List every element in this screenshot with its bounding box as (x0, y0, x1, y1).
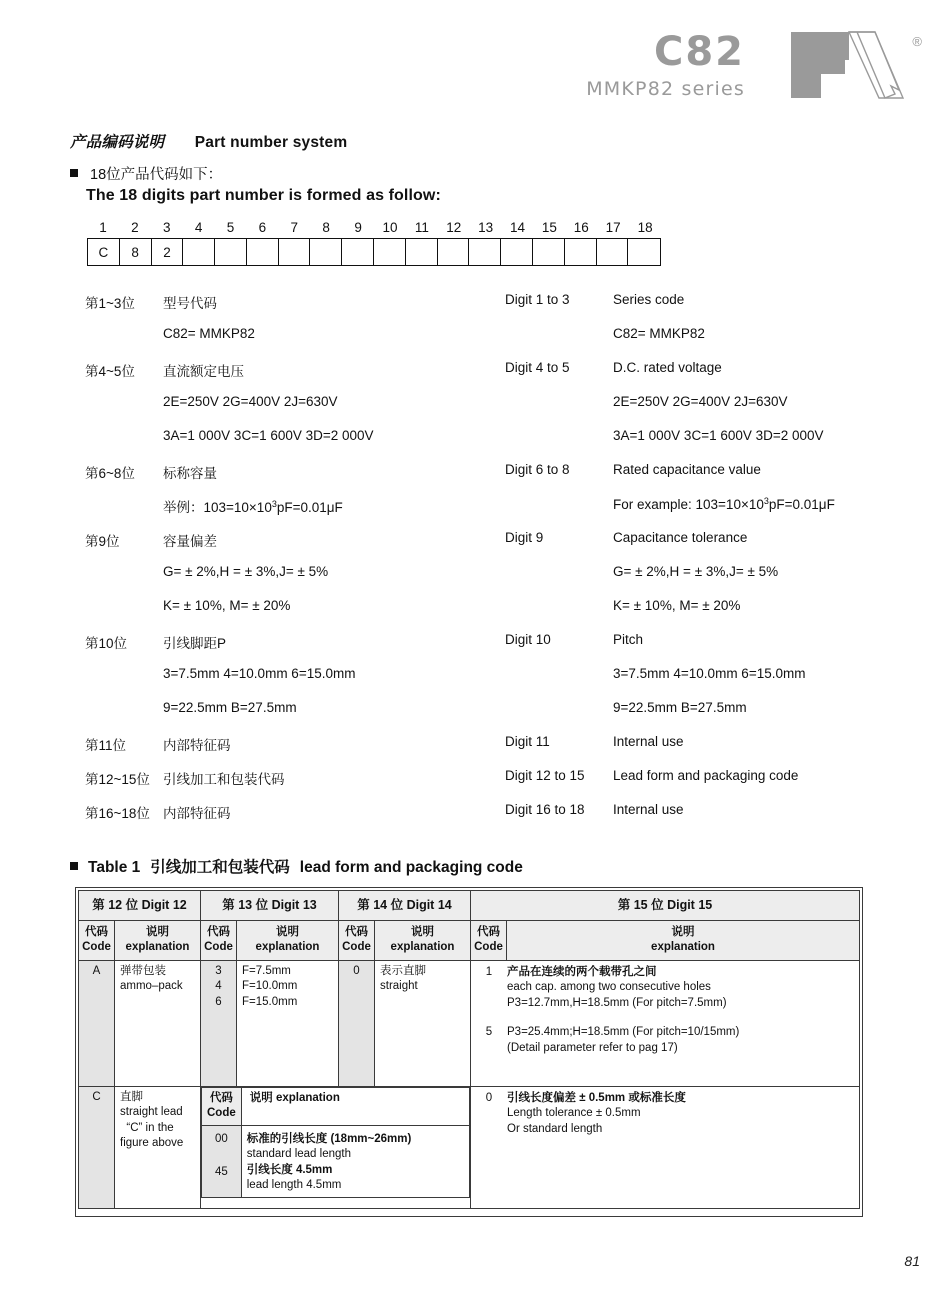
sub-header-code-14: 代码 Code (339, 920, 375, 960)
desc-value-en: Rated capacitance value (613, 462, 761, 477)
digit-cell-8[interactable] (310, 239, 342, 265)
table1-caption-cn: 引线加工和包装代码 (150, 859, 290, 876)
table1-caption-en: lead form and packaging code (299, 859, 523, 876)
desc-label-cn: 第12~15位 (85, 772, 150, 787)
digit-index-2: 2 (131, 220, 139, 235)
digit14-code: 0 (339, 960, 375, 1086)
desc-value-en: Internal use (613, 734, 684, 749)
nested-line: 引线长度 4.5mm (246, 1163, 333, 1176)
digit-cell-10[interactable] (374, 239, 406, 265)
desc-value-cn: 容量偏差 (163, 534, 217, 549)
desc-label-cn: 第16~18位 (85, 806, 150, 821)
bullet-text-cn: 18位产品代码如下： (90, 167, 223, 183)
nested-explanations (241, 1125, 469, 1197)
desc-sub-en: For example: $103=10\times 10^3pF=0.01\mu F$ (613, 496, 835, 512)
series-code: C82 (653, 29, 745, 75)
digit15-lines (507, 1025, 739, 1056)
bullet-text-en: The 18 digits part number is formed as follow: (86, 187, 441, 204)
nested-body-row (202, 1125, 470, 1197)
digit-index-16: 16 (573, 220, 589, 235)
desc-value-cn: 标称容量 (163, 466, 217, 481)
digit15-cell-A (471, 960, 860, 1086)
desc-value-cn: 内部特征码 (163, 738, 231, 753)
desc-label-cn: 第10位 (85, 636, 128, 651)
bullet-square-icon (70, 862, 78, 870)
desc-sub-cn: 举例：$103=10\times 10^3pF=0.01\mu F$ (163, 499, 343, 515)
digit12-code-A: A (79, 960, 115, 1086)
digit-cell-9[interactable] (342, 239, 374, 265)
desc-sub-en: 3A=1 000V 3C=1 600V 3D=2 000V (613, 428, 824, 443)
desc-value-cn: 直流额定电压 (163, 364, 244, 379)
sub-header-explanation-14: 说明 explanation (375, 920, 471, 960)
digit-index-1: 1 (99, 220, 107, 235)
page-header (586, 28, 922, 118)
digit-index-3: 3 (162, 220, 171, 235)
digit15-code: 1 (485, 965, 493, 978)
digit15-entry (471, 965, 859, 1012)
desc-sub-en: 3=7.5mm 4=10.0mm 6=15.0mm (613, 666, 806, 681)
digit15-line: P3=25.4mm;H=18.5mm (For pitch=10/15mm) (507, 1026, 740, 1039)
digit15-lines (507, 965, 727, 1012)
digit-index-11: 11 (414, 220, 429, 235)
digit-cell-2[interactable]: 8 (120, 239, 152, 265)
table1-sub-header-row (79, 920, 860, 960)
table-row (79, 960, 860, 1086)
nested-header-code: 代码 Code (202, 1087, 242, 1125)
nested-codes (202, 1125, 242, 1197)
desc-sub-en: 9=22.5mm B=27.5mm (613, 700, 747, 715)
digit-cell-3[interactable]: 2 (152, 239, 184, 265)
digit-index-8: 8 (322, 220, 330, 235)
desc-value-cn: 内部特征码 (163, 806, 231, 821)
desc-label-cn: 第1~3位 (85, 296, 135, 311)
bullet-line-cn (70, 163, 222, 184)
desc-value-en: Series code (613, 292, 685, 307)
digit14-explanation: 表示直脚 straight (375, 960, 471, 1086)
desc-sub-cn: C82= MMKP82 (163, 326, 255, 341)
digit-number-row (87, 220, 661, 235)
digit-index-12: 12 (446, 220, 462, 235)
nested-header-row (202, 1087, 470, 1125)
nested-code: 00 (214, 1132, 228, 1145)
nested-code: 45 (214, 1166, 228, 1179)
group-header-digit15: 第 15 位 Digit 15 (471, 891, 860, 921)
desc-sub-en: K= ± 10%, M= ± 20% (613, 598, 741, 613)
digit15-line: Length tolerance ± 0.5mm (507, 1107, 641, 1120)
digit15-line: 产品在连续的两个载带孔之间 (507, 965, 657, 978)
digit-index-14: 14 (510, 220, 526, 235)
digit13-nested-table (201, 1087, 470, 1198)
desc-value-cn: 引线加工和包装代码 (163, 772, 285, 787)
page-number: 81 (904, 1253, 920, 1269)
desc-value-cn: 引线脚距P (163, 636, 227, 651)
desc-label-en: Digit 1 to 3 (505, 292, 570, 307)
digit-index-5: 5 (226, 220, 235, 235)
digit-index-10: 10 (382, 220, 398, 235)
digit-cell-12[interactable] (438, 239, 470, 265)
desc-value-en: Lead form and packaging code (613, 768, 799, 783)
digit-cell-11[interactable] (406, 239, 438, 265)
digit-cell-5[interactable] (215, 239, 247, 265)
digit-index-13: 13 (478, 220, 494, 235)
digit-index-15: 15 (541, 220, 557, 235)
desc-sub-en: 2E=250V 2G=400V 2J=630V (613, 394, 788, 409)
desc-label-cn: 第9位 (85, 534, 120, 549)
digit15-entry (471, 1025, 859, 1056)
bullet-square-icon (70, 169, 78, 177)
desc-sub-cn: G= ± 2%,H = ± 3%,J= ± 5% (163, 564, 329, 579)
digit15-cell-C (471, 1086, 860, 1208)
digit-index-18: 18 (637, 220, 653, 235)
header-titles (586, 28, 745, 100)
digit15-line: (Detail parameter refer to pag 17) (507, 1041, 678, 1054)
desc-sub-en: G= ± 2%,H = ± 3%,J= ± 5% (613, 564, 779, 579)
sub-header-code-12: 代码 Code (79, 920, 115, 960)
desc-value-en: Pitch (613, 632, 644, 647)
table-row (79, 1086, 860, 1208)
digit-index-7: 7 (290, 220, 299, 235)
sub-header-explanation-13: 说明 explanation (237, 920, 339, 960)
nested-line: standard lead length (246, 1148, 351, 1161)
sub-header-explanation-15: 说明 explanation (507, 920, 860, 960)
table1-group-header-row (79, 891, 860, 921)
digit-index-4: 4 (194, 220, 203, 235)
digit15-line: 引线长度偏差 ± 0.5mm 或标准长度 (507, 1091, 686, 1104)
digit-index-9: 9 (354, 220, 362, 235)
desc-label-cn: 第4~5位 (85, 364, 135, 379)
desc-sub-cn: 2E=250V 2G=400V 2J=630V (163, 394, 338, 409)
desc-sub-cn: 9=22.5mm B=27.5mm (163, 700, 297, 715)
digit-grid (87, 220, 661, 266)
group-header-digit13: 第 13 位 Digit 13 (201, 891, 339, 921)
desc-sub-cn: 3=7.5mm 4=10.0mm 6=15.0mm (163, 666, 356, 681)
desc-sub-cn: 3A=1 000V 3C=1 600V 3D=2 000V (163, 428, 374, 443)
nested-line: 标准的引线长度 (18mm~26mm) (246, 1132, 412, 1145)
section-title-en: Part number system (194, 134, 348, 151)
desc-label-en: Digit 16 to 18 (505, 802, 585, 817)
digit-cell-4[interactable] (183, 239, 215, 265)
sub-header-explanation-12: 说明 explanation (115, 920, 201, 960)
desc-sub-en: C82= MMKP82 (613, 326, 705, 341)
series-subtitle: MMKP82 series (586, 78, 745, 100)
digit13-codes: 3 4 6 (201, 960, 237, 1086)
registered-trademark-icon: ® (912, 34, 922, 49)
digit-cell-13[interactable] (469, 239, 501, 265)
table1-caption-label: Table 1 (88, 859, 141, 876)
digit12-code-C: C (79, 1086, 115, 1208)
table1-caption (70, 855, 523, 877)
digit15-code: 5 (485, 1026, 493, 1039)
desc-value-en: D.C. rated voltage (613, 360, 722, 375)
digit-cell-18[interactable] (628, 239, 660, 265)
digit15-line: each cap. among two consecutive holes (507, 981, 711, 994)
digit-cell-1[interactable]: C (88, 239, 120, 265)
desc-label-en: Digit 11 (505, 734, 550, 749)
digit12-explanation-C: 直脚 straight lead “C” in the figure above (115, 1086, 201, 1208)
digit-index-17: 17 (605, 220, 621, 235)
group-header-digit14: 第 14 位 Digit 14 (339, 891, 471, 921)
lead-form-packaging-table (78, 890, 860, 1209)
digit13-14-nested-cell (201, 1086, 471, 1208)
digit15-line: Or standard length (507, 1122, 603, 1135)
desc-label-en: Digit 12 to 15 (505, 768, 585, 783)
digit-cell-6[interactable] (247, 239, 279, 265)
digit15-entry (471, 1091, 859, 1138)
digit15-line: P3=12.7mm,H=18.5mm (For pitch=7.5mm) (507, 996, 727, 1009)
digit15-lines (507, 1091, 686, 1138)
section-title (70, 130, 347, 152)
desc-label-en: Digit 10 (505, 632, 551, 647)
group-header-digit12: 第 12 位 Digit 12 (79, 891, 201, 921)
desc-label-cn: 第6~8位 (85, 466, 135, 481)
sub-header-code-15: 代码 Code (471, 920, 507, 960)
nested-header-explanation: 说明 explanation (241, 1087, 469, 1125)
digit-cell-16[interactable] (565, 239, 597, 265)
desc-label-en: Digit 4 to 5 (505, 360, 570, 375)
nested-line: lead length 4.5mm (246, 1179, 342, 1192)
desc-value-cn: 型号代码 (163, 296, 217, 311)
sub-header-code-13: 代码 Code (201, 920, 237, 960)
digit13-explanations: F=7.5mm F=10.0mm F=15.0mm (237, 960, 339, 1086)
digit-cell-17[interactable] (597, 239, 629, 265)
digit-cell-15[interactable] (533, 239, 565, 265)
digit-cell-14[interactable] (501, 239, 533, 265)
desc-label-en: Digit 6 to 8 (505, 462, 570, 477)
digit-index-6: 6 (258, 220, 267, 235)
section-title-cn: 产品编码说明 (70, 134, 165, 151)
desc-label-cn: 第11位 (85, 738, 127, 753)
desc-label-en: Digit 9 (505, 530, 544, 545)
desc-value-en: Capacitance tolerance (613, 530, 748, 545)
digit-box-row (87, 238, 661, 266)
desc-value-en: Internal use (613, 802, 684, 817)
fa-logo-icon (787, 28, 922, 103)
fa-logo (787, 28, 922, 103)
digit15-code: 0 (485, 1091, 493, 1104)
digit12-explanation-A: 弹带包装 ammo–pack (115, 960, 201, 1086)
desc-sub-cn: K= ± 10%, M= ± 20% (163, 598, 291, 613)
digit-cell-7[interactable] (279, 239, 311, 265)
